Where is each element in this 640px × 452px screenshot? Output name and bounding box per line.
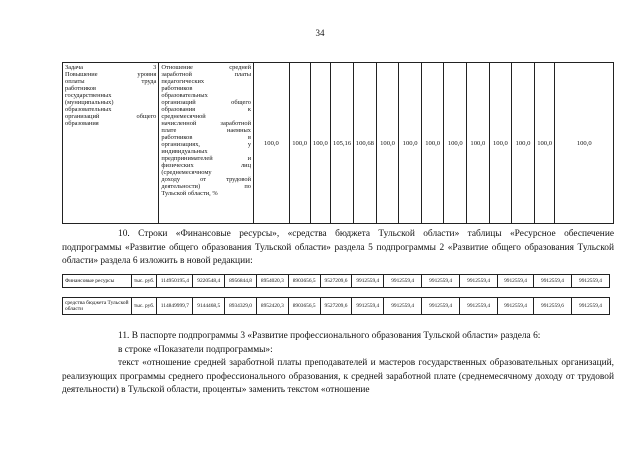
unit-cell: тыс. руб. — [131, 298, 157, 315]
page-number: 34 — [315, 28, 325, 38]
value-cell: 8956844,8 — [225, 275, 257, 288]
cell-text-line: оплаты труда — [65, 78, 157, 85]
cell-text-line: деятельности) по — [161, 183, 252, 190]
paragraph-text: текст «отношение средней заработной платы преподавателей и мастеров государственных образовательных организаций, реализующих программы среднего профессионального образования, к средней заработной плате (среднемесячному доходу от трудовой деятельности) в Тульской области, проценты» заменить текстом «отношение — [62, 358, 614, 395]
value-cell: 100,0 — [376, 63, 399, 224]
cell-text-line: заработной платы — [161, 71, 252, 78]
value-cell: 9912559,4 — [571, 275, 609, 288]
row-label: Финансовые ресурсы — [63, 275, 132, 288]
value-cell: 8952420,3 — [256, 298, 288, 315]
cell-text-line: среднемесячной — [161, 113, 206, 120]
value-cell: 100,0 — [289, 63, 310, 224]
table-row — [63, 63, 614, 224]
cell-text-line: (муниципальных) — [65, 99, 114, 106]
indicator-cell — [159, 63, 254, 224]
cell-text-line: индивидуальных — [161, 148, 208, 155]
value-cell: 100,0 — [534, 63, 555, 224]
unit-cell: тыс. руб. — [131, 275, 157, 288]
cell-text-line: работников в — [161, 134, 252, 141]
value-cell: 100,0 — [310, 63, 331, 224]
value-cell: 9527209,6 — [320, 275, 352, 288]
value-cell: 9912559,4 — [384, 275, 422, 288]
value-cell: 100,0 — [421, 63, 444, 224]
value-cell: 100,0 — [467, 63, 490, 224]
value-cell: 105,16 — [331, 63, 354, 224]
cell-text-line: Задача 3 — [65, 64, 157, 71]
value-cell: 100,0 — [444, 63, 467, 224]
value-cell: 114950195,4 — [157, 275, 193, 288]
value-cell: 9912559,4 — [384, 298, 422, 315]
value-cell: 9912559,4 — [422, 298, 460, 315]
budget-table — [62, 297, 610, 315]
value-cell: 8903656,5 — [288, 275, 320, 288]
value-cell: 114849999,7 — [157, 298, 193, 315]
cell-text-line: Отношение средней — [161, 64, 252, 71]
value-cell: 9912559,4 — [460, 298, 498, 315]
value-cell: 9912559,6 — [534, 298, 572, 315]
cell-text-line: работников — [65, 85, 97, 92]
cell-text-line: государственных — [65, 92, 112, 99]
value-cell: 100,68 — [353, 63, 376, 224]
cell-text-line: предпринимателей и — [161, 155, 252, 162]
cell-text-line: начисленной заработной — [161, 120, 252, 127]
paragraph-text: 11. В паспорте подпрограммы 3 «Развитие профессионального образования Тульской области» раздела 6: — [118, 331, 541, 341]
cell-text-line: образования — [65, 120, 99, 127]
task-cell — [63, 63, 159, 224]
task-indicator-table — [62, 62, 614, 224]
value-cell: 9912559,4 — [352, 275, 384, 288]
cell-text-line: Повышение уровня — [65, 71, 157, 78]
cell-text-line: образовательных — [65, 106, 112, 113]
cell-text-line: физических лиц — [161, 162, 252, 169]
value-cell: 9912559,4 — [460, 275, 498, 288]
cell-text-line: образования к — [161, 106, 252, 113]
value-cell: 9527209,6 — [320, 298, 352, 315]
value-cell: 9912559,4 — [352, 298, 384, 315]
paragraph-10 — [62, 228, 614, 269]
cell-text-line: (среднемесячному — [161, 169, 212, 176]
value-cell: 9144468,5 — [193, 298, 225, 315]
table-row — [63, 275, 610, 288]
value-cell: 9912559,4 — [498, 275, 534, 288]
value-cell: 100,0 — [399, 63, 422, 224]
value-cell: 9912559,4 — [498, 298, 534, 315]
paragraph-text: 10. Строки «Финансовые ресурсы», «средства бюджета Тульской области» таблицы «Ресурсное обеспечение подпрограммы «Развитие общего образования Тульской области» раздела 5 подпрограммы 2 «Развитие общего образования Тульской области» раздела 6 изложить в новой редакции: — [62, 229, 614, 266]
value-cell: 100,0 — [555, 63, 614, 224]
cell-text-line: плате наемных — [161, 127, 252, 134]
cell-text-line: педагогических — [161, 78, 205, 85]
cell-text-line: организаций общего — [161, 99, 252, 106]
value-cell: 8954020,3 — [256, 275, 288, 288]
paragraph-11 — [62, 330, 614, 398]
cell-text-line: работников — [161, 85, 193, 92]
paragraph-text: в строке «Показатели подпрограммы»: — [118, 344, 273, 355]
value-cell: 9220548,4 — [193, 275, 225, 288]
value-cell: 100,0 — [512, 63, 535, 224]
value-cell: 8903656,5 — [288, 298, 320, 315]
value-cell: 100,0 — [489, 63, 512, 224]
financial-resources-table — [62, 274, 610, 288]
cell-text-line: образовательных — [161, 92, 208, 99]
value-cell: 9912559,4 — [422, 275, 460, 288]
cell-text-line: организаций общего — [65, 113, 157, 120]
table-row — [63, 298, 610, 315]
cell-text-line: доходу от трудовой — [161, 176, 252, 183]
value-cell: 8934329,0 — [225, 298, 257, 315]
cell-text-line: организациях, у — [161, 141, 252, 148]
row-label: средства бюджета Тульской области — [63, 298, 132, 315]
value-cell: 9912559,4 — [534, 275, 572, 288]
value-cell: 9912559,4 — [571, 298, 609, 315]
value-cell: 100,0 — [254, 63, 290, 224]
cell-text-line: Тульской области, % — [161, 190, 218, 197]
